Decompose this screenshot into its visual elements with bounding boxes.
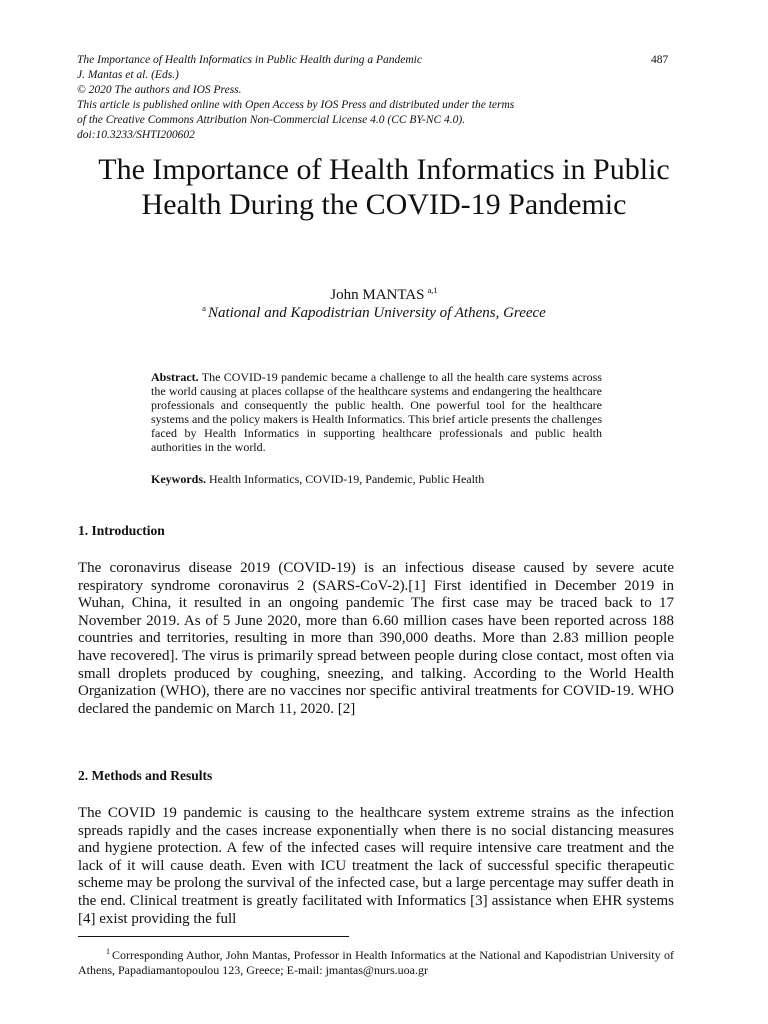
affiliation-line (0, 299, 748, 322)
author-name: John MANTAS (330, 287, 425, 303)
page-number: 487 (651, 54, 669, 66)
paper-title: The Importance of Health Informatics in Public Health During the COVID-19 Pandemic (98, 153, 670, 221)
methods-results-paragraph: The COVID 19 pandemic is causing to the healthcare system extreme strains as the infection spreads rapidly and the cases increase exponentially when there is no social distancing measures and hygiene protection. A few of the infected cases will require intensive care treatment and the lack of it will cause death. Even with ICU treatment the lack of successful specific therapeutic scheme may be prolong the survival of the infected case, but a large percentage may suffer death in the end. Clinical treatment is greatly facilitated with Informatics [3] assistance when EHR systems [4] exist providing the full (78, 805, 674, 927)
section-heading-methods-results: 2. Methods and Results (78, 768, 213, 783)
affiliation-text: National and Kapodistrian University of Athens, Greece (207, 305, 546, 321)
footnote-mark: 1 (106, 947, 110, 956)
running-header (77, 53, 677, 143)
abstract-label: Abstract. (151, 370, 199, 384)
footnote (78, 944, 674, 978)
header-license-line-2: of the Creative Commons Attribution Non-Commercial License 4.0 (CC BY-NC 4.0). (77, 114, 466, 126)
section-heading-introduction: 1. Introduction (78, 523, 165, 538)
abstract-text: The COVID-19 pandemic became a challenge to all the health care systems across the world causing at places collapse of the healthcare systems and endangering the healthcare professionals and consequently the public health. One powerful tool for the healthcare systems and the policy makers is Health Informatics. This brief article presents the challenges faced by Health Informatics in supporting healthcare professionals and public health authorities in the world. (151, 370, 602, 454)
footnote-text: Corresponding Author, John Mantas, Professor in Health Informatics at the National and Kapodistrian University of Athens, Papadiamantopoulou 123, Greece; E-mail: jmantas@nurs.uoa.gr (78, 948, 674, 977)
author-affiliation-marks: a,1 (427, 285, 438, 295)
introduction-paragraph: The coronavirus disease 2019 (COVID-19) is an infectious disease caused by severe acute respiratory syndrome coronavirus 2 (SARS-CoV-2).[1] First identified in December 2019 in Wuhan, China, it resulted in an ongoing pandemic The first case may be traced back to 17 November 2019. As of 5 June 2020, more than 6.60 million cases have been reported across 188 countries and territories, resulting in more than 390,000 deaths. More than 2.83 million people have recovered]. The virus is primarily spread between people during close contact, most often via small droplets produced by coughing, sneezing, and talking. According to the World Health Organization (WHO), there are no vaccines nor specific antiviral treatments for COVID-19. WHO declared the pandemic on March 11, 2020. [2] (78, 560, 674, 717)
header-license-line-1: This article is published online with Open Access by IOS Press and distributed under the terms (77, 99, 515, 111)
keywords-label: Keywords. (151, 472, 206, 486)
header-book-title: The Importance of Health Informatics in Public Health during a Pandemic (77, 54, 422, 66)
affiliation-mark: a (202, 303, 206, 313)
header-doi: doi:10.3233/SHTI200602 (77, 129, 195, 141)
keywords (151, 472, 611, 486)
keywords-text: Health Informatics, COVID-19, Pandemic, Public Health (209, 472, 485, 486)
header-editors: J. Mantas et al. (Eds.) (77, 69, 179, 81)
footnote-divider (78, 936, 349, 937)
header-copyright: © 2020 The authors and IOS Press. (77, 84, 242, 96)
abstract (151, 370, 602, 454)
